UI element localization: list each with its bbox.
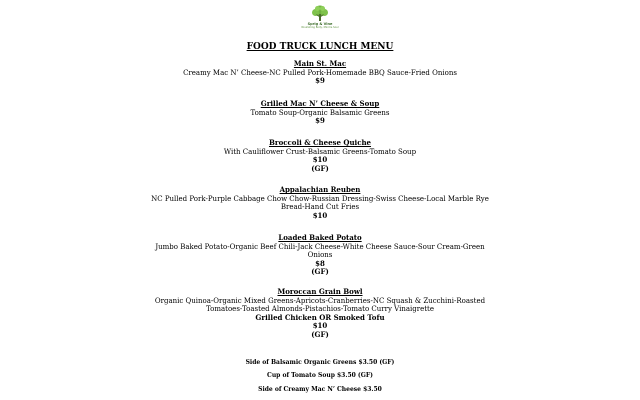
- side-item: Side of Balsamic Organic Greens $3.50 (GF): [245, 359, 395, 366]
- item-name: Appalachian Reuben: [279, 185, 361, 194]
- menu-title: FOOD TRUCK LUNCH MENU: [246, 42, 394, 52]
- item-description: NC Pulled Pork-Purple Cabbage Chow Chow-Russian Dressing-Swiss Cheese-Local Marble Rye Bread-Hand Cut Fries: [151, 194, 489, 211]
- side-item: Cup of Tomato Soup $3.50 (GF): [267, 372, 373, 379]
- item-description: Creamy Mac N’ Cheese-NC Pulled Pork-Homemade BBQ Sauce-Fried Onions: [183, 68, 457, 77]
- item-price: $10: [312, 321, 328, 330]
- item-description: Organic Quinoa-Organic Mixed Greens-Apricots-Cranberries-NC Squash & Zucchini-Roasted Tomatoes-Toasted Almonds-Pistachios-Tomato Curry Vinaigrette: [154, 296, 486, 313]
- item-description: Jumbo Baked Potato-Organic Beef Chili-Jack Cheese-White Cheese Sauce-Sour Cream-Green Onions: [155, 242, 485, 259]
- item-price: $9: [315, 116, 325, 125]
- menu-item-grilled-mac-soup: [150, 100, 490, 126]
- item-price: $8: [315, 258, 325, 268]
- menu-item-broccoli-quiche: [150, 139, 490, 173]
- menu-item-moroccan-grain-bowl: [150, 288, 490, 339]
- menu-item-loaded-baked-potato: [150, 234, 490, 277]
- tree-logo-icon: [309, 5, 331, 22]
- item-description: Tomato Soup-Organic Balsamic Greens: [250, 108, 390, 117]
- logo-tagline: Nourishing Body, Mind & Soul: [301, 26, 339, 29]
- item-price: $10: [312, 210, 328, 220]
- item-name: Moroccan Grain Bowl: [277, 287, 363, 296]
- item-name: Grilled Mac N’ Cheese & Soup: [260, 99, 380, 108]
- side-item: Side of Creamy Mac N’ Cheese $3.50: [258, 386, 382, 393]
- item-name: Loaded Baked Potato: [278, 233, 362, 242]
- item-name: Broccoli & Cheese Quiche: [268, 138, 372, 147]
- logo-name: Sprig & Vine: [307, 22, 333, 26]
- gluten-free-badge: (GF): [311, 163, 329, 173]
- gluten-free-badge: (GF): [311, 267, 329, 276]
- item-protein-option: Grilled Chicken OR Smoked Tofu: [255, 312, 385, 322]
- gluten-free-badge: (GF): [311, 329, 329, 339]
- logo: [300, 5, 340, 31]
- item-price: $9: [315, 76, 325, 85]
- menu-item-appalachian-reuben: [150, 186, 490, 220]
- item-price: $10: [312, 155, 328, 164]
- menu-item-main-st-mac: [150, 60, 490, 86]
- item-name: Main St. Mac: [293, 59, 347, 68]
- item-description: With Cauliflower Crust-Balsamic Greens-Tomato Soup: [223, 147, 417, 156]
